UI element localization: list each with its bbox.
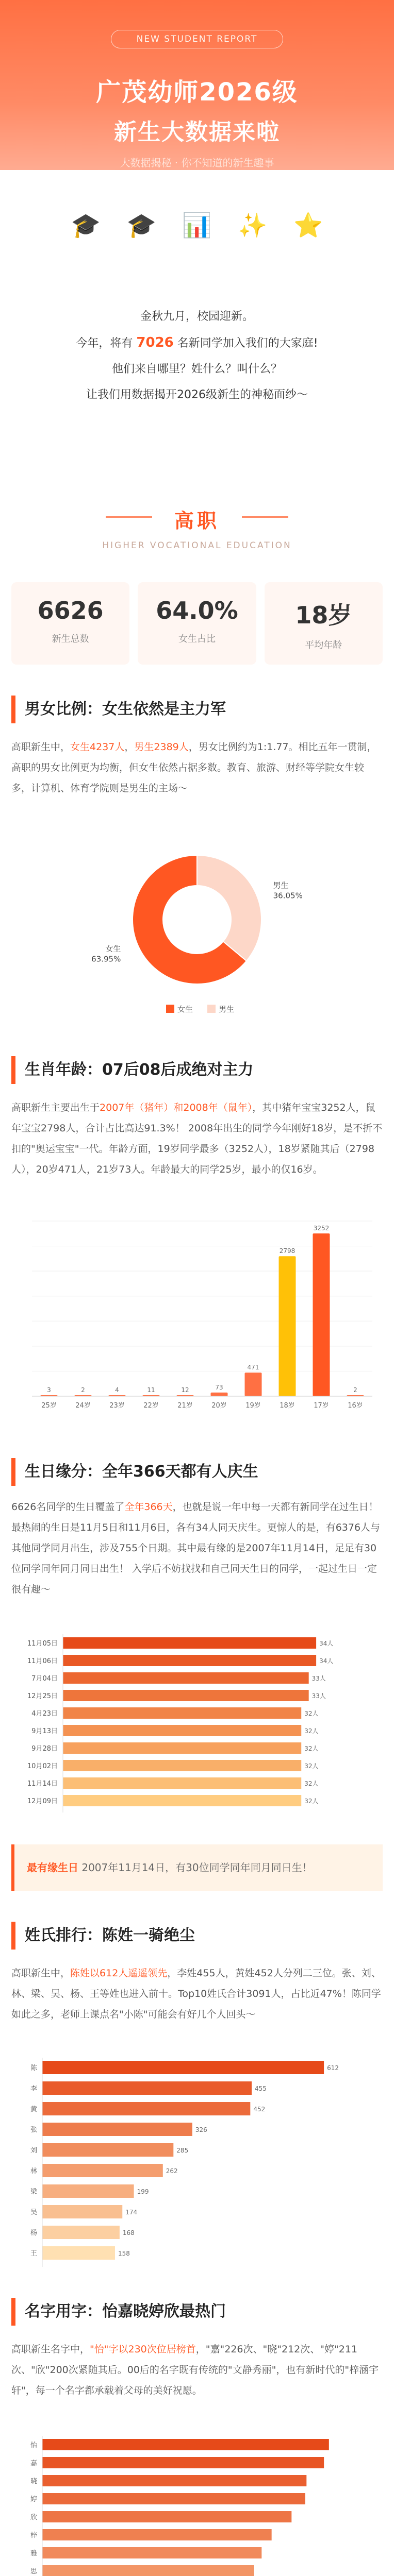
bar: [42, 2565, 254, 2576]
text: ，"嘉"226次、"晓"212次、"婷"211次、"欣"200次紧随其后。00后的名字既有传统的"文静秀丽"，也有新时代的"梓涵宇轩"，每一个名字都承载着父母的美好祝愿。: [11, 2344, 379, 2396]
y-tick-label: 张: [30, 2126, 37, 2134]
y-tick-label: 婷: [30, 2496, 37, 2503]
gender-paragraph: [11, 737, 383, 799]
bar-value-label: 455: [255, 2085, 267, 2092]
text: ，李姓455人，黄姓452人分列二三位。张、刘、林、梁、吴、杨、王等姓也进入前十。Top10姓氏合计3091人，占比近47%！陈同学如此之多，老师上课点名"小陈"可能会有好几个人回头～: [11, 1968, 381, 2020]
x-tick-label: 23岁: [109, 1402, 125, 1410]
y-tick-label: 梓: [30, 2532, 37, 2539]
bar: [211, 1393, 228, 1396]
bar-value-label: 12: [181, 1386, 189, 1394]
text: 高职新生中，: [11, 1968, 71, 1979]
section-title: 高职: [174, 510, 220, 532]
bar-value-label: 452: [253, 2106, 266, 2113]
bar: [63, 1795, 301, 1806]
bar-value-label: 174: [125, 2209, 138, 2216]
intro-line3: 他们来自哪里？姓什么？叫什么？: [111, 363, 282, 376]
x-tick-label: 20岁: [211, 1402, 227, 1410]
pie-slice-label: 女生: [105, 944, 121, 954]
bar-value-label: 3252: [313, 1225, 330, 1232]
graduation-cap-icon: 🎓: [126, 211, 156, 239]
x-tick-label: 17岁: [314, 1402, 329, 1410]
y-tick-label: 11月05日: [27, 1640, 58, 1648]
bar-value-label: 32人: [304, 1727, 319, 1735]
legend-swatch: [207, 1005, 216, 1013]
bar: [63, 1690, 309, 1701]
bar: [42, 2246, 115, 2260]
surname-bar-chart: [11, 2050, 383, 2272]
bar: [63, 1760, 301, 1771]
stat-card: [138, 582, 256, 665]
report-badge: NEW STUDENT REPORT: [111, 30, 283, 48]
bar: [279, 1256, 296, 1396]
birthday-note: [11, 1844, 383, 1891]
birthday-paragraph: [11, 1497, 383, 1600]
star-icon: ⭐: [293, 211, 323, 239]
bar: [42, 2475, 306, 2486]
x-tick-label: 25岁: [41, 1402, 57, 1410]
x-tick-label: 18岁: [280, 1402, 295, 1410]
bar: [63, 1637, 316, 1649]
bar: [42, 2061, 324, 2074]
bar-value-label: 285: [176, 2147, 189, 2154]
bar-value-label: 73: [215, 1383, 223, 1391]
bar-value-label: 11: [147, 1386, 155, 1394]
bar-value-label: 33人: [311, 1692, 326, 1700]
bar: [313, 1233, 330, 1396]
y-tick-label: 晓: [30, 2478, 37, 2485]
bar: [63, 1725, 301, 1736]
male-count: 男生2389人: [134, 741, 189, 753]
hero-subtitle: 大数据揭秘 · 你不知道的新生趣事: [120, 157, 274, 169]
stat-card: [11, 582, 129, 665]
y-tick-label: 9月13日: [31, 1727, 58, 1735]
name-char-bar-chart: [11, 2432, 383, 2576]
x-tick-label: 21岁: [177, 1402, 193, 1410]
intro-line2-post: 名新同学加入我们的大家庭!: [173, 337, 318, 350]
bar: [63, 1707, 301, 1719]
legend-label: 女生: [177, 1005, 193, 1014]
x-tick-label: 19岁: [245, 1402, 261, 1410]
bar-value-label: 2: [81, 1386, 85, 1394]
bar: [63, 1672, 309, 1684]
bar-value-label: 262: [166, 2167, 178, 2175]
y-tick-label: 12月09日: [27, 1798, 58, 1805]
y-tick-label: 10月02日: [27, 1762, 58, 1770]
highlight: 全年366天: [124, 1501, 173, 1513]
gender-heading: 男女比例：女生依然是主力军: [11, 696, 383, 723]
text: ，: [124, 741, 135, 753]
age-paragraph: [11, 1097, 383, 1180]
bar: [42, 2081, 252, 2095]
x-tick-label: 22岁: [143, 1402, 159, 1410]
bar-value-label: 471: [247, 1364, 259, 1371]
stat-card: [265, 582, 383, 665]
age-heading: 生肖年龄：07后08后成绝对主力: [11, 1056, 383, 1084]
y-tick-label: 9月28日: [31, 1745, 58, 1753]
stat-label: 女生占比: [178, 634, 216, 645]
x-tick-label: 24岁: [75, 1402, 91, 1410]
bar: [42, 2143, 173, 2157]
intro-line2-pre: 今年，将有: [76, 337, 137, 350]
note-label: 最有缘生日: [27, 1861, 78, 1874]
y-tick-label: 杨: [30, 2229, 37, 2237]
bar-value-label: 3: [47, 1386, 51, 1394]
highlight: 陈姓以612人遥遥领先: [70, 1968, 168, 1979]
stat-value: 6626: [37, 597, 104, 624]
bar: [42, 2123, 192, 2136]
birthday-heading: 生日缘分：全年366天都有人庆生: [11, 1458, 383, 1486]
bar-value-label: 32人: [304, 1710, 319, 1717]
female-count: 女生4237人: [70, 741, 125, 753]
bar: [63, 1655, 316, 1666]
y-tick-label: 7月04日: [31, 1675, 58, 1683]
pie-slice-male: [197, 855, 261, 961]
legend-label: 男生: [219, 1005, 235, 1014]
section-header: [0, 505, 394, 551]
y-tick-label: 11月14日: [27, 1780, 58, 1788]
graduation-cap-icon: 🎓: [71, 211, 101, 239]
hero-banner: [0, 0, 394, 170]
bar: [42, 2226, 120, 2239]
text: ，也就是说一年中每一天都有新同学在过生日！ 最热闹的生日是11月5日和11月6日，各有34人同天庆生。更惊人的是，有6376人与其他同学同月出生，涉及755个日期。其中最有缘的是2007年11月14日，足足有30位同学同年同月同日出生！ 入学后不妨找找和自己同天生日的同学，一起过生日一定很有趣～: [11, 1501, 381, 1595]
y-tick-label: 雅: [30, 2550, 37, 2557]
divider: [242, 516, 288, 518]
bar: [42, 2205, 122, 2218]
section-subtitle: HIGHER VOCATIONAL EDUCATION: [102, 540, 292, 551]
bar: [42, 2457, 324, 2468]
bar-value-label: 326: [195, 2126, 207, 2133]
bar-value-label: 158: [118, 2250, 130, 2257]
bar-value-label: 33人: [311, 1675, 326, 1682]
surname-heading: 姓氏排行：陈姓一骑绝尘: [11, 1922, 383, 1950]
y-tick-label: 欣: [30, 2514, 37, 2521]
stat-value: 64.0%: [156, 597, 238, 624]
pie-slice-label: 63.95%: [91, 954, 121, 964]
text: 高职新生主要出生于: [11, 1102, 100, 1113]
names-paragraph: [11, 2339, 383, 2401]
highlight: "怡"字以230次位居榜首: [90, 2344, 196, 2355]
pie-slice-label: 男生: [273, 880, 289, 890]
bar-value-label: 32人: [304, 1745, 319, 1752]
sparkles-icon: ✨: [238, 211, 268, 239]
bar: [42, 2511, 291, 2522]
bar: [63, 1777, 301, 1789]
bar: [42, 2547, 261, 2558]
bar: [42, 2439, 329, 2450]
bar: [245, 1372, 262, 1396]
bar-value-label: 168: [122, 2229, 135, 2236]
text: 高职新生中，: [11, 741, 71, 753]
text: ，其中猪年宝宝3252人，鼠年宝宝2798人，合计占比高达91.3%！ 2008年出生的同学今年刚好18岁，是不折不扣的"奥运宝宝"一代。年龄方面，19岁同学最多（3252人），18岁紧随其后（2798人），20岁471人，21岁73人。年龄最大的同学25岁，最小的仅16岁。: [11, 1102, 383, 1175]
y-tick-label: 思: [30, 2568, 37, 2575]
names-heading: 名字用字：怡嘉晓婷欣最热门: [11, 2298, 383, 2326]
intro-line1: 金秋九月，校园迎新。: [140, 310, 254, 323]
bar: [42, 2184, 134, 2198]
hero-title-line1: 广茂幼师2026级: [96, 78, 298, 107]
y-tick-label: 林: [30, 2167, 37, 2175]
bar-value-label: 2798: [279, 1247, 296, 1255]
chart-icon: 📊: [182, 211, 212, 239]
y-tick-label: 怡: [30, 2442, 37, 2449]
emoji-row: [0, 211, 394, 252]
legend-swatch: [166, 1005, 174, 1013]
bar-value-label: 199: [137, 2188, 149, 2195]
stat-label: 平均年龄: [305, 640, 342, 651]
bar-value-label: 2: [353, 1386, 357, 1394]
bar-value-label: 32人: [304, 1798, 319, 1805]
stat-value: 18岁: [295, 601, 352, 629]
pie-slice-label: 36.05%: [273, 891, 303, 901]
bar-value-label: 32人: [304, 1780, 319, 1787]
bar-value-label: 612: [327, 2064, 339, 2072]
y-tick-label: 12月25日: [27, 1692, 58, 1700]
bar: [42, 2164, 163, 2177]
text: 6626名同学的生日覆盖了: [11, 1501, 125, 1513]
stat-label: 新生总数: [52, 634, 89, 645]
y-tick-label: 李: [30, 2085, 37, 2093]
stats-row: [11, 582, 383, 665]
age-bar-chart: [11, 1211, 383, 1427]
text: ，男女比例约为1:1.77。相比五年一贯制，高职的男女比例更为均衡，但女生依然占据多数。教育、旅游、财经等学院女生较多，计算机、体育学院则是男生的主场～: [11, 741, 377, 794]
y-tick-label: 刘: [30, 2147, 37, 2155]
y-tick-label: 梁: [30, 2188, 37, 2196]
bar: [42, 2102, 250, 2115]
text: 高职新生名字中，: [11, 2344, 90, 2355]
y-tick-label: 王: [30, 2250, 37, 2258]
bar: [42, 2493, 305, 2504]
note-text: 2007年11月14日，有30位同学同年同月同日生！: [78, 1861, 313, 1874]
y-tick-label: 陈: [30, 2064, 37, 2072]
bar: [42, 2529, 272, 2540]
bar-value-label: 34人: [319, 1640, 334, 1647]
y-tick-label: 11月06日: [27, 1657, 58, 1665]
y-tick-label: 嘉: [30, 2460, 37, 2467]
intro-line2: [21, 330, 373, 357]
intro-line4: 让我们用数据揭开2026级新生的神秘面纱～: [86, 388, 308, 401]
bar-value-label: 34人: [319, 1657, 334, 1665]
y-tick-label: 黄: [30, 2106, 37, 2113]
hero-title-line2: 新生大数据来啦: [114, 119, 280, 145]
y-tick-label: 4月23日: [31, 1710, 58, 1718]
y-tick-label: 吴: [30, 2209, 37, 2216]
x-tick-label: 16岁: [348, 1402, 363, 1410]
new-student-count: 7026: [136, 335, 174, 350]
bar: [63, 1742, 301, 1754]
gender-pie-chart: [11, 835, 383, 1025]
divider: [106, 516, 152, 518]
surname-paragraph: [11, 1963, 383, 2025]
bar-value-label: 32人: [304, 1762, 319, 1770]
bar-value-label: 4: [115, 1386, 119, 1394]
intro-text: [21, 304, 373, 408]
birthday-bar-chart: [11, 1628, 383, 1824]
highlight: 2007年（猪年）和2008年（鼠年）: [100, 1102, 253, 1113]
